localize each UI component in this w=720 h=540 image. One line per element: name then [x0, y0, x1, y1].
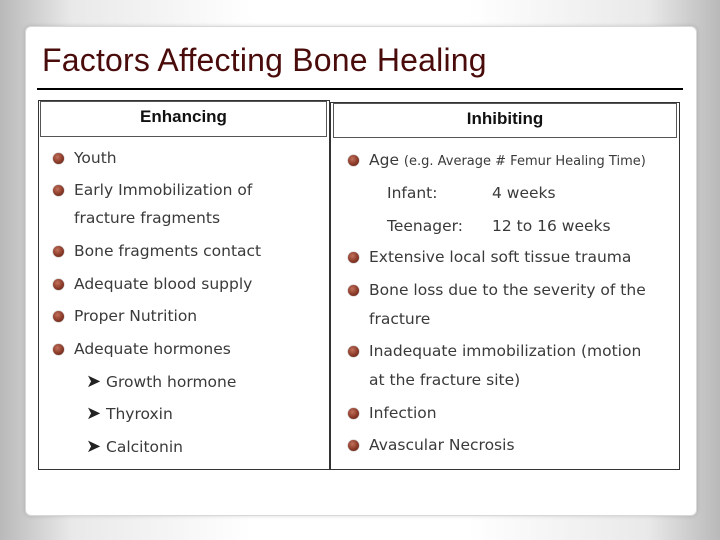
infant-label: Infant:: [387, 184, 438, 202]
enhancing-item-immobilization-cont: fracture fragments: [74, 209, 221, 227]
inhibiting-item-avascular-necrosis: Avascular Necrosis: [369, 436, 515, 454]
inhibiting-item-immobilization: Inadequate immobilization (motion: [369, 342, 642, 360]
inhibiting-item-bone-loss-cont: fracture: [369, 310, 431, 328]
bullet-icon: [348, 346, 359, 357]
inhibiting-item-soft-tissue: Extensive local soft tissue trauma: [369, 248, 632, 266]
bullet-icon: [53, 153, 64, 164]
bullet-icon: [53, 311, 64, 322]
bullet-icon: [53, 246, 64, 257]
inhibiting-header: Inhibiting: [333, 103, 677, 138]
inhibiting-item-infection: Infection: [369, 404, 437, 422]
enhancing-header: Enhancing: [40, 101, 327, 137]
enhancing-item-hormones: Adequate hormones: [74, 340, 231, 358]
enhancing-item-fragments-contact: Bone fragments contact: [74, 242, 262, 260]
slide-title: Factors Affecting Bone Healing: [42, 42, 487, 78]
arrow-bullet-icon: ➤: [86, 403, 102, 424]
infant-value: 4 weeks: [492, 184, 556, 202]
age-label: Age: [369, 151, 399, 169]
inhibiting-item-age: [369, 151, 646, 169]
bullet-icon: [348, 285, 359, 296]
age-note: (e.g. Average # Femur Healing Time): [403, 154, 646, 169]
bullet-icon: [53, 185, 64, 196]
hormone-calcitonin: Calcitonin: [106, 438, 183, 456]
title-divider: [37, 88, 683, 90]
bullet-icon: [348, 408, 359, 419]
bullet-icon: [53, 279, 64, 290]
bullet-icon: [348, 440, 359, 451]
teenager-value: 12 to 16 weeks: [492, 217, 611, 235]
bullet-icon: [53, 344, 64, 355]
teenager-label: Teenager:: [387, 217, 463, 235]
arrow-bullet-icon: ➤: [86, 371, 102, 392]
hormone-growth: Growth hormone: [106, 373, 237, 391]
enhancing-item-blood-supply: Adequate blood supply: [74, 275, 253, 293]
hormone-thyroxin: Thyroxin: [106, 405, 173, 423]
bullet-icon: [348, 252, 359, 263]
inhibiting-item-bone-loss: Bone loss due to the severity of the: [369, 281, 646, 299]
enhancing-item-youth: Youth: [74, 149, 117, 167]
enhancing-item-immobilization: Early Immobilization of: [74, 181, 253, 199]
arrow-bullet-icon: ➤: [86, 436, 102, 457]
enhancing-item-nutrition: Proper Nutrition: [74, 307, 198, 325]
inhibiting-item-immobilization-cont: at the fracture site): [369, 371, 521, 389]
bullet-icon: [348, 155, 359, 166]
